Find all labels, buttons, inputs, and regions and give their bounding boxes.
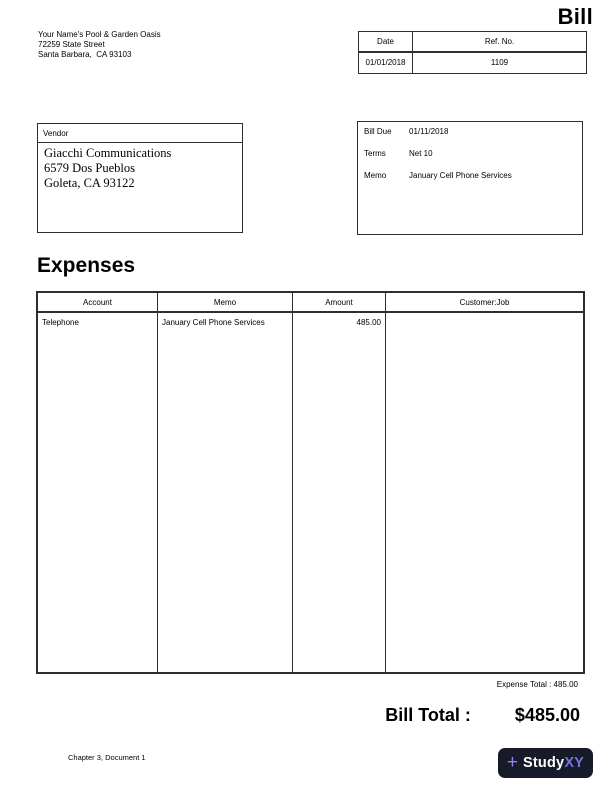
expenses-heading: Expenses — [37, 254, 136, 277]
bill-due-row — [364, 127, 576, 149]
account-column-header: Account — [38, 293, 158, 313]
terms-label: Terms — [364, 149, 386, 158]
bill-due-value: 01/11/2018 — [409, 127, 449, 136]
company-address-block — [38, 30, 161, 60]
date-ref-table — [358, 31, 587, 74]
expense-row-amount: 485.00 — [293, 313, 386, 672]
plus-icon: + — [506, 751, 519, 773]
expenses-table — [36, 291, 585, 674]
bill-total-row — [385, 705, 580, 726]
bill-due-label: Bill Due — [364, 127, 392, 136]
company-city: Santa Barbara, CA 93103 — [38, 50, 132, 59]
customer-job-column-header: Customer:Job — [386, 293, 583, 313]
vendor-city: Goleta, CA 93122 — [44, 176, 135, 190]
memo-label: Memo — [364, 171, 387, 180]
ref-no-column-header: Ref. No. — [413, 32, 586, 53]
logo-xy-text: XY — [564, 755, 585, 771]
date-column-header: Date — [359, 32, 413, 53]
vendor-street: 6579 Dos Pueblos — [44, 161, 135, 175]
bill-total-label: Bill Total : — [385, 705, 471, 725]
vendor-label: Vendor — [38, 124, 242, 143]
company-name: Your Name's Pool & Garden Oasis — [38, 30, 161, 39]
vendor-name: Giacchi Communications — [44, 146, 172, 160]
memo-row — [364, 171, 576, 193]
expense-total: Expense Total : 485.00 — [496, 680, 578, 689]
expense-row-customer-job — [386, 313, 583, 672]
vendor-address — [38, 143, 242, 194]
document-title: Bill — [557, 4, 593, 29]
logo-wordmark — [523, 755, 584, 771]
memo-value: January Cell Phone Services — [409, 171, 512, 180]
ref-no-value: 1109 — [490, 58, 509, 68]
amount-column-header: Amount — [293, 293, 386, 313]
studyxy-logo — [498, 748, 593, 778]
memo-column-header: Memo — [158, 293, 293, 313]
bill-total-value: $485.00 — [514, 705, 580, 725]
logo-study-text: Study — [523, 755, 565, 771]
vendor-box — [37, 123, 243, 233]
terms-row — [364, 149, 576, 171]
company-street: 72259 State Street — [38, 40, 105, 49]
expense-row-memo: January Cell Phone Services — [158, 313, 293, 672]
bill-details-box — [357, 121, 583, 235]
expense-row-account: Telephone — [38, 313, 158, 672]
date-value: 01/01/2018 — [359, 53, 413, 74]
terms-value: Net 10 — [409, 149, 433, 158]
footer-page-label: Chapter 3, Document 1 — [68, 753, 146, 762]
